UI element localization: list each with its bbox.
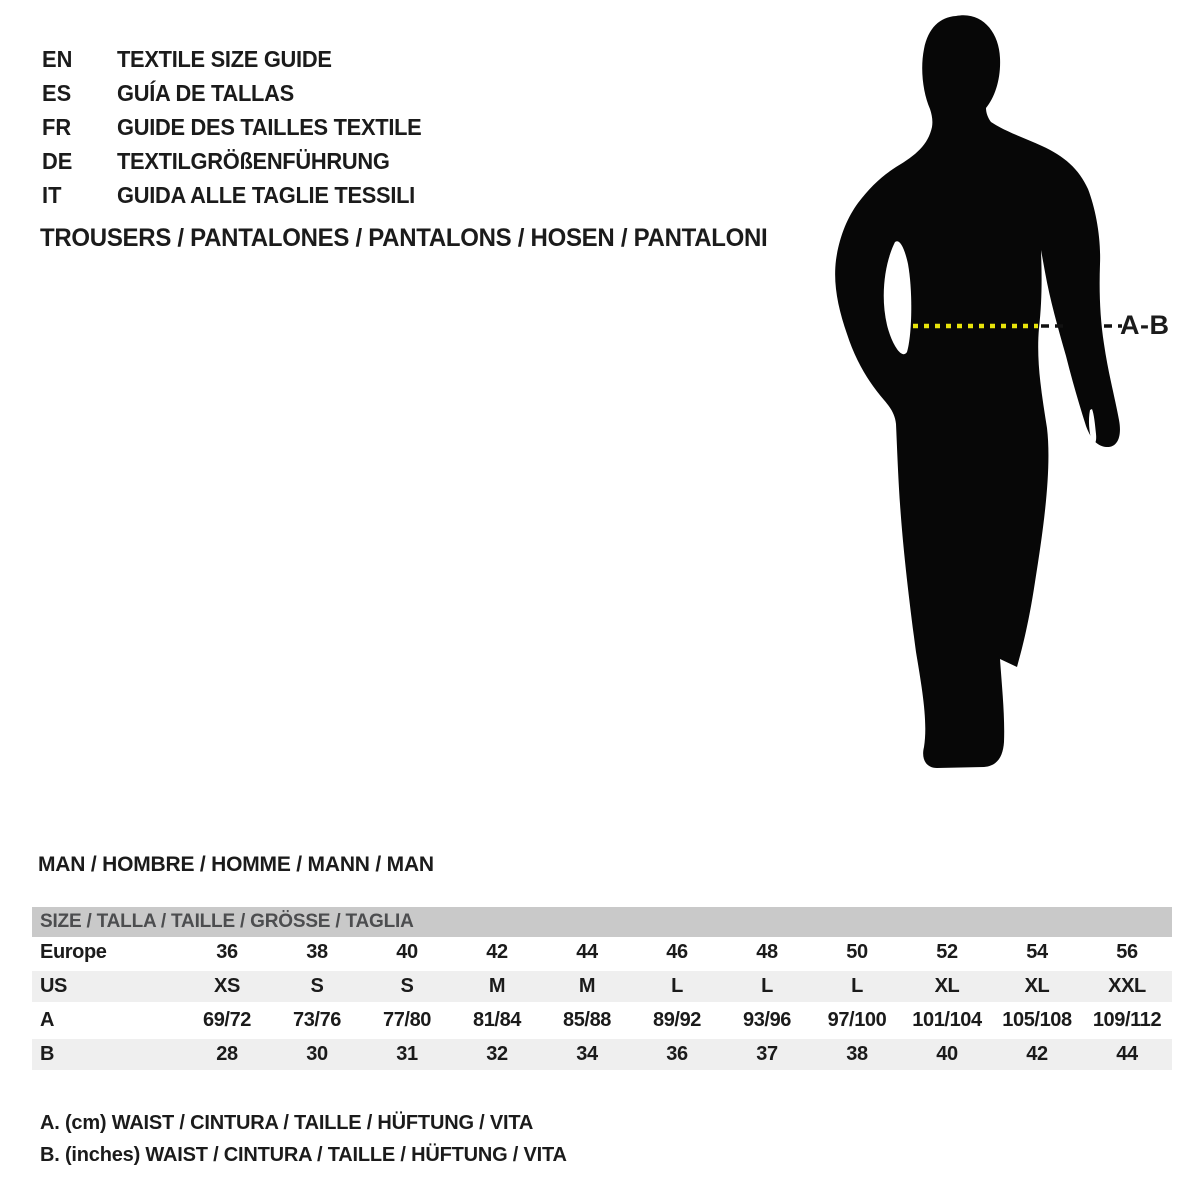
language-code: ES	[42, 80, 72, 106]
cell: 56	[1116, 941, 1138, 963]
table-row-us	[32, 970, 1172, 1004]
cell: XL	[902, 970, 992, 1004]
language-code: FR	[42, 114, 72, 140]
table-row-a-cm	[32, 1004, 1172, 1038]
cell: 50	[846, 941, 868, 963]
cell: L	[812, 970, 902, 1004]
cell: 44	[576, 941, 598, 963]
cell: M	[452, 970, 542, 1004]
cell: 101/104	[912, 1009, 982, 1031]
cell: 36	[632, 1038, 722, 1072]
cell: 93/96	[742, 1009, 792, 1031]
language-title: TEXTILE SIZE GUIDE	[117, 46, 332, 72]
language-row-en	[42, 42, 438, 76]
waist-measure-label: A-B	[1120, 310, 1170, 340]
cell: L	[632, 970, 722, 1004]
note-a-cm: A. (cm) WAIST / CINTURA / TAILLE / HÜFTUNG / VITA	[40, 1112, 534, 1134]
cell: 52	[936, 941, 958, 963]
cell: 38	[812, 1038, 902, 1072]
cell: S	[362, 970, 452, 1004]
cell: XS	[182, 970, 272, 1004]
cell: 40	[396, 941, 418, 963]
size-table-header-row	[32, 907, 1172, 937]
cell: L	[722, 970, 812, 1004]
cell: 54	[1026, 941, 1048, 963]
language-title: GUÍA DE TALLAS	[117, 80, 294, 106]
language-row-fr	[42, 110, 438, 144]
language-code: EN	[42, 46, 73, 72]
size-table	[32, 907, 1172, 1073]
language-row-de	[42, 144, 438, 178]
cell: 44	[1082, 1038, 1172, 1072]
table-row-europe	[32, 937, 1172, 970]
language-title: TEXTILGRÖßENFÜHRUNG	[117, 148, 390, 174]
cell: 69/72	[202, 1009, 252, 1031]
language-title: GUIDA ALLE TAGLIE TESSILI	[117, 182, 415, 208]
language-title: GUIDE DES TAILLES TEXTILE	[117, 114, 422, 140]
cell: 36	[216, 941, 238, 963]
cell: 40	[902, 1038, 992, 1072]
row-label: Europe	[40, 941, 107, 963]
cell: 42	[992, 1038, 1082, 1072]
row-label: US	[32, 970, 182, 1004]
cell: 30	[272, 1038, 362, 1072]
language-legend	[42, 42, 438, 212]
language-row-es	[42, 76, 438, 110]
cell: 46	[666, 941, 688, 963]
cell: 48	[756, 941, 778, 963]
cell: 73/76	[292, 1009, 342, 1031]
row-label: B	[32, 1038, 182, 1072]
size-table-header: SIZE / TALLA / TAILLE / GRÖSSE / TAGLIA	[32, 907, 1172, 937]
man-silhouette-icon	[820, 0, 1200, 800]
cell: 85/88	[562, 1009, 612, 1031]
language-code: IT	[42, 182, 62, 208]
cell: 105/108	[1002, 1009, 1072, 1031]
cell: 42	[486, 941, 508, 963]
cell: 89/92	[652, 1009, 702, 1031]
cell: 31	[362, 1038, 452, 1072]
cell: 81/84	[472, 1009, 522, 1031]
cell: 77/80	[382, 1009, 432, 1031]
cell: M	[542, 970, 632, 1004]
cell: 28	[182, 1038, 272, 1072]
cell: XL	[992, 970, 1082, 1004]
language-row-it	[42, 178, 438, 212]
cell: 37	[722, 1038, 812, 1072]
table-row-b-inches	[32, 1038, 1172, 1072]
cell: 34	[542, 1038, 632, 1072]
gender-section-title: MAN / HOMBRE / HOMME / MANN / MAN	[38, 853, 434, 876]
cell: XXL	[1082, 970, 1172, 1004]
cell: 38	[306, 941, 328, 963]
product-category-title: TROUSERS / PANTALONES / PANTALONS / HOSEN / PANTALONI	[40, 224, 768, 252]
note-b-inches: B. (inches) WAIST / CINTURA / TAILLE / HÜFTUNG / VITA	[40, 1144, 567, 1166]
cell: 109/112	[1092, 1009, 1162, 1031]
cell: 97/100	[827, 1009, 887, 1031]
figure-area	[820, 0, 1200, 800]
cell: S	[272, 970, 362, 1004]
cell: 32	[452, 1038, 542, 1072]
row-label: A	[40, 1009, 55, 1031]
language-code: DE	[42, 148, 73, 174]
